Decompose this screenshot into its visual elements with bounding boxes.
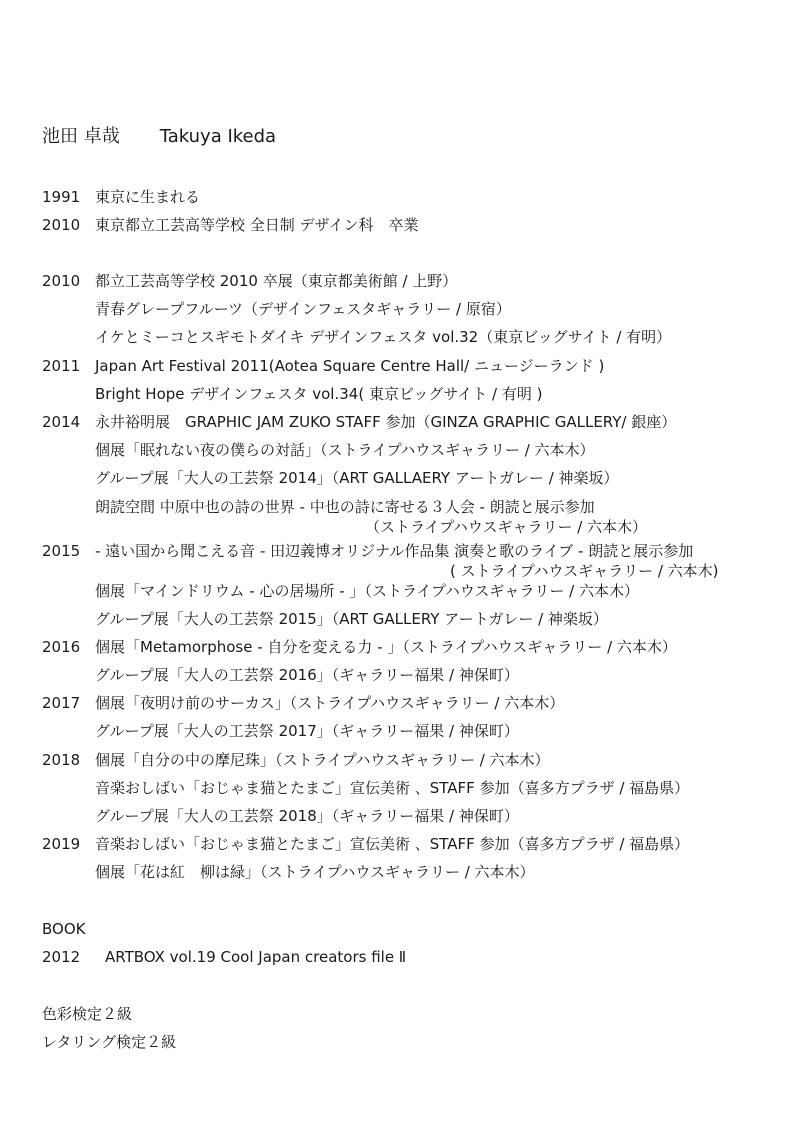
book-title: ARTBOX vol.19 Cool Japan creators file Ⅱ bbox=[105, 948, 407, 966]
history-year: 2016 bbox=[42, 638, 81, 656]
history-text: 個展「マインドリウム - 心の居場所 - 」（ストライプハウスギャラリー / 六本木） bbox=[95, 582, 639, 600]
history-text: グループ展「大人の工芸祭 2016」（ギャラリー福果 / 神保町） bbox=[95, 666, 519, 684]
history-year: 2018 bbox=[42, 751, 81, 769]
history-text: 個展「眠れない夜の僕らの対話」（ストライプハウスギャラリー / 六本木） bbox=[95, 441, 595, 459]
history-text: 都立工芸高等学校 2010 卒展（東京都美術館 / 上野） bbox=[95, 272, 458, 290]
book-year: 2012 bbox=[42, 948, 81, 966]
history-text: 音楽おしばい「おじゃま猫とたまご」宣伝美術 、STAFF 参加（喜多方プラザ / 福島県） bbox=[95, 835, 690, 853]
history-text: イケとミーコとスギモトダイキ デザインフェスタ vol.32（東京ビッグサイト / 有明） bbox=[95, 328, 672, 346]
history-year: 2017 bbox=[42, 694, 81, 712]
history-year: 2019 bbox=[42, 835, 81, 853]
history-text: グループ展「大人の工芸祭 2017」（ギャラリー福果 / 神保町） bbox=[95, 722, 519, 740]
history-text: 永井裕明展 GRAPHIC JAM ZUKO STAFF 参加（GINZA GRAPHIC GALLERY/ 銀座） bbox=[95, 413, 677, 431]
history-year: 2011 bbox=[42, 357, 81, 375]
history-year: 2010 bbox=[42, 272, 81, 290]
history-text: - 遠い国から聞こえる音 - 田辺義博オリジナル作品集 演奏と歌のライブ - 朗読と展示参加 bbox=[95, 542, 694, 560]
bio-year: 1991 bbox=[42, 188, 81, 206]
history-text: Japan Art Festival 2011(Aotea Square Centre Hall/ ニュージーランド ) bbox=[95, 357, 605, 375]
history-text: グループ展「大人の工芸祭 2018」（ギャラリー福果 / 神保町） bbox=[95, 807, 519, 825]
history-text: 個展「Metamorphose - 自分を変える力 - 」（ストライプハウスギャラリー / 六本木） bbox=[95, 638, 677, 656]
history-text: 青春グレープフルーツ（デザインフェスタギャラリー / 原宿） bbox=[95, 300, 511, 318]
history-text: 音楽おしばい「おじゃま猫とたまご」宣伝美術 、STAFF 参加（喜多方プラザ / 福島県） bbox=[95, 779, 690, 797]
history-text: 個展「自分の中の摩尼珠」（ストライプハウスギャラリー / 六本木） bbox=[95, 751, 550, 769]
bio-text: 東京都立工芸高等学校 全日制 デザイン科 卒業 bbox=[95, 216, 419, 234]
history-text: （ストライプハウスギャラリー / 六本木） bbox=[365, 518, 648, 536]
bio-year: 2010 bbox=[42, 216, 81, 234]
history-year: 2014 bbox=[42, 413, 81, 431]
name-japanese: 池田 卓哉 bbox=[42, 126, 120, 147]
name-english: Takuya Ikeda bbox=[159, 126, 277, 147]
history-text: 個展「夜明け前のサーカス」（ストライプハウスギャラリー / 六本木） bbox=[95, 694, 565, 712]
bio-text: 東京に生まれる bbox=[95, 188, 201, 206]
history-text: ( ストライプハウスギャラリー / 六本木) bbox=[450, 562, 719, 580]
history-text: グループ展「大人の工芸祭 2014」（ART GALLAERY アートガレー / 神楽坂） bbox=[95, 469, 619, 487]
history-text: グループ展「大人の工芸祭 2015」（ART GALLERY アートガレー / 神楽坂） bbox=[95, 610, 608, 628]
history-year: 2015 bbox=[42, 542, 81, 560]
history-text: 個展「花は紅 柳は緑」（ストライプハウスギャラリー / 六本木） bbox=[95, 863, 535, 881]
page-title bbox=[42, 125, 276, 149]
resume-page: 池田 卓哉 Takuya Ikeda 1991 東京に生まれる 2010 東京都立工芸高等学校 全日制 デザイン科 卒業 2010 都立工芸高等学校 2010 卒展（東京都美術館 / 上野） 青春グレープフルーツ（デザインフェスタギャラリー / 原宿） イケとミーコとスギモトダイキ デザインフェスタ vol.32（東京ビッグサイト / 有明） 2011 Japan Art Festival 2011(Aotea Square Centre Hall/ ニュージーランド ) Bright Hope デザインフェスタ vol.34( 東京ビッグサイト / 有明 ) 2014 永井裕明展 GRAPHIC JAM ZUKO STAFF 参加（GINZA GRAPHIC GALLERY/ 銀座） 個展「眠れない夜の僕らの対話」（ストライプハウスギャラリー / 六本木） グループ展「大人の工芸祭 2014」（ART GALLAERY アートガレー / 神楽坂） 朗読空間 中原中也の詩の世界 - 中也の詩に寄せる３人会 - 朗読と展示参加 （ストライプハウスギャラリー / 六本木） 2015 - 遠い国から聞こえる音 - 田辺義博オリジナル作品集 演奏と歌のライブ - 朗読と展示参加 ( ストライプハウスギャラリー / 六本木) 個展「マインドリウム - 心の居場所 - 」（ストライプハウスギャラリー / 六本木） グループ展「大人の工芸祭 2015」（ART GALLERY アートガレー / 神楽坂） 2016 個展「Metamorphose - 自分を変える力 - 」（ストライプハウスギャラリー / 六本木） グループ展「大人の工芸祭 2016」（ギャラリー福果 / 神保町） 2017 個展「夜明け前のサーカス」（ストライプハウスギャラリー / 六本木） グループ展「大人の工芸祭 2017」（ギャラリー福果 / 神保町） 2018 個展「自分の中の摩尼珠」（ストライプハウスギャラリー / 六本木） 音楽おしばい「おじゃま猫とたまご」宣伝美術 、STAFF 参加（喜多方プラザ / 福島県） グループ展「大人の工芸祭 2018」（ギャラリー福果 / 神保町） 2019 音楽おしばい「おじゃま猫とたまご」宣伝美術 、STAFF 参加（喜多方プラザ / 福島県） 個展「花は紅 柳は緑」（ストライプハウスギャラリー / 六本木） BOOK 2012 ARTBOX vol.19 Cool Japan creators file Ⅱ 色彩検定２級 レタリング検定２級 bbox=[42, 126, 719, 1051]
history-text: 朗読空間 中原中也の詩の世界 - 中也の詩に寄せる３人会 - 朗読と展示参加 bbox=[95, 498, 595, 516]
history-text: Bright Hope デザインフェスタ vol.34( 東京ビッグサイト / 有明 ) bbox=[95, 385, 543, 403]
